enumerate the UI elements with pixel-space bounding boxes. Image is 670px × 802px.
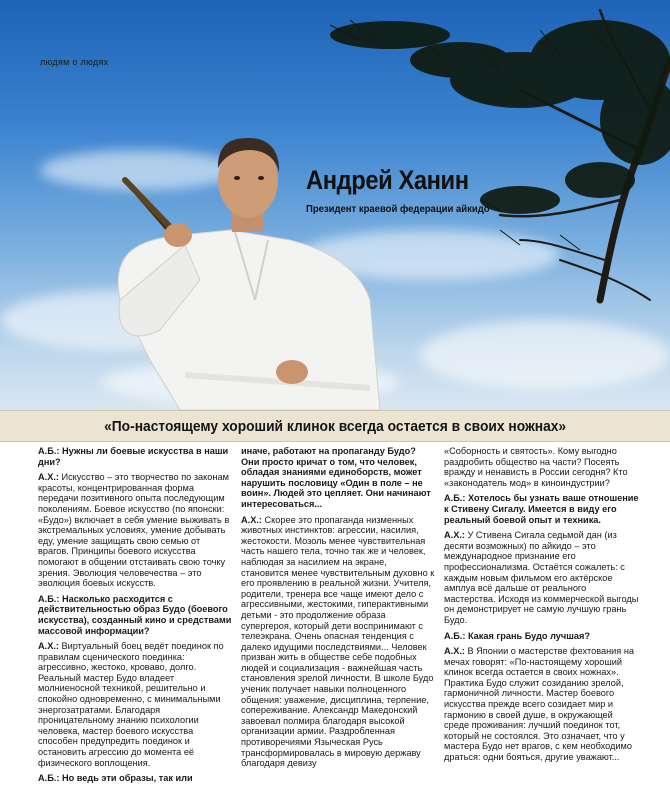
interview-body	[38, 446, 658, 802]
interview-question: А.Б.: Насколько расходится с действительностью образ Будо (боевого искусства), созданный кино и средствами массовой информации?	[38, 593, 232, 636]
interview-answer	[444, 446, 639, 488]
interview-answer	[38, 472, 233, 589]
interview-question: А.Б.: Хотелось бы узнать ваше отношение к Стивену Сигалу. Имеется в виду его реальный боевой опыт и техника.	[444, 493, 639, 525]
interview-answer	[241, 515, 436, 769]
interview-answer	[444, 646, 639, 763]
interview-question: А.Б.: Но ведь эти образы, так или	[38, 773, 193, 784]
answer-text: В Японии о мастерстве фехтования на мечах говорят: «По-настоящему хороший клинок всегда остается в своих ножнах». Практика Будо служит созиданию зрелой, гармоничной личности. Мастер боевого искусства прежде всего созидает мир и гармонию в своей душе, в окружающей среде проживания: лучший поединок тот, который не состоялся. Это означает, что у мастера Будо нет врагов, с кем необходимо драться: одни бояться, другие уважают...	[444, 646, 635, 763]
speaker-label: А.Х.:	[38, 472, 59, 483]
headline-quote: «По-настоящему хороший клинок всегда остается в своих ножнах»	[103, 417, 567, 435]
text-column	[38, 446, 233, 802]
person-title: Президент краевой федерации айкидо	[306, 204, 490, 215]
section-label: людям о людях	[40, 57, 109, 67]
interview-question: иначе, работают на пропаганду Будо? Они просто кричат о том, что человек, обладая знаниями единоборств, может нарушить пословицу «Один в поле – не воин». Людей это цепляет. Они начинают интересоваться...	[241, 446, 431, 509]
speaker-label: А.Х.:	[241, 514, 262, 525]
speaker-label: А.Х.:	[444, 646, 465, 657]
text-column	[241, 446, 436, 802]
interview-question: А.Б.: Какая грань Будо лучшая?	[444, 630, 590, 641]
text-column	[444, 446, 639, 802]
answer-text: Виртуальный боец ведёт поединок по правилам сценического поединка: агрессивно, жестоко, кроваво, долго. Реальный мастер Будо владеет молниеносной техникой, решительно и спокойно одновременно, с минимальными энергозатратами. Благодаря проницательному знанию психологии человека, мастер боевого искусства способен предупредить поединок и остановить агрессию до момента её физического воплощения.	[38, 641, 224, 768]
answer-text: Скорее это пропаганда низменных животных инстинктов: агрессии, насилия, жестокости. Мозоль менее чувствительная часть нашего тела, точно так же и человек, наблюдая за насилием на экране, становится менее чувствительным духовно к его проявлению в реальной жизни. Учителя, родители, тренера все чаще имеют дело с агрессивными, жестокими, гиперактивными детьми - это продолжение образа супергероя, который дети воспринимают с телеэкрана. Очень опасная тенденция с далеко идущими последствиями... Человек призван жить в обществе себе подобных людей и социализация - важнейшая часть становления зрелой личности. В школе Будо ученик получает навыки полноценного общения: уважение, дисциплина, терпение, сопереживание. Александр Македонский завоевал полмира благодаря высокой организации армии. Раздробленная противоречиями Языческая Русь трансформировалась в мировую державу благодаря девизу	[241, 514, 435, 769]
answer-text: Искусство – это творчество по законам красоты, концентрированная форма передачи позитивного опыта последующим поколениям. Боевое искусство (по японски: «Будо») включает в себя умение выживать в экстремальных условиях, умение добывать еду, умение защищать свою семью от врагов. Принципы боевого искусства помогают в общении отстаивать свою точку зрения. Эволюция человечества – это эволюция боевых искусств.	[38, 472, 230, 589]
interview-answer	[444, 530, 639, 625]
speaker-label: А.Х.:	[38, 641, 59, 652]
interview-answer	[38, 641, 233, 768]
person-caption	[306, 165, 499, 215]
speaker-label: А.Х.:	[444, 530, 465, 541]
answer-text: У Стивена Сигала седьмой дан (из десяти возможных) по айкидо – это международное признание его профессионализма. Остаётся сожалеть: с каждым новым фильмом его актёрское амплуа всё дальше от реального мастерства. Исходя из коммерческой выгоды он демонстрирует не самую лучшую грань Будо.	[444, 530, 639, 625]
interview-question: А.Б.: Нужны ли боевые искусства в наши дни?	[38, 446, 229, 467]
person-name: Андрей Ханин	[306, 165, 469, 195]
answer-text: «Соборность и святость». Кому выгодно раздробить общество на части? Посеять вражду и ненависть в России сегодня? Кто «законодатель мод» в киноиндустрии?	[444, 446, 628, 488]
headline-quote-bar	[0, 410, 670, 442]
